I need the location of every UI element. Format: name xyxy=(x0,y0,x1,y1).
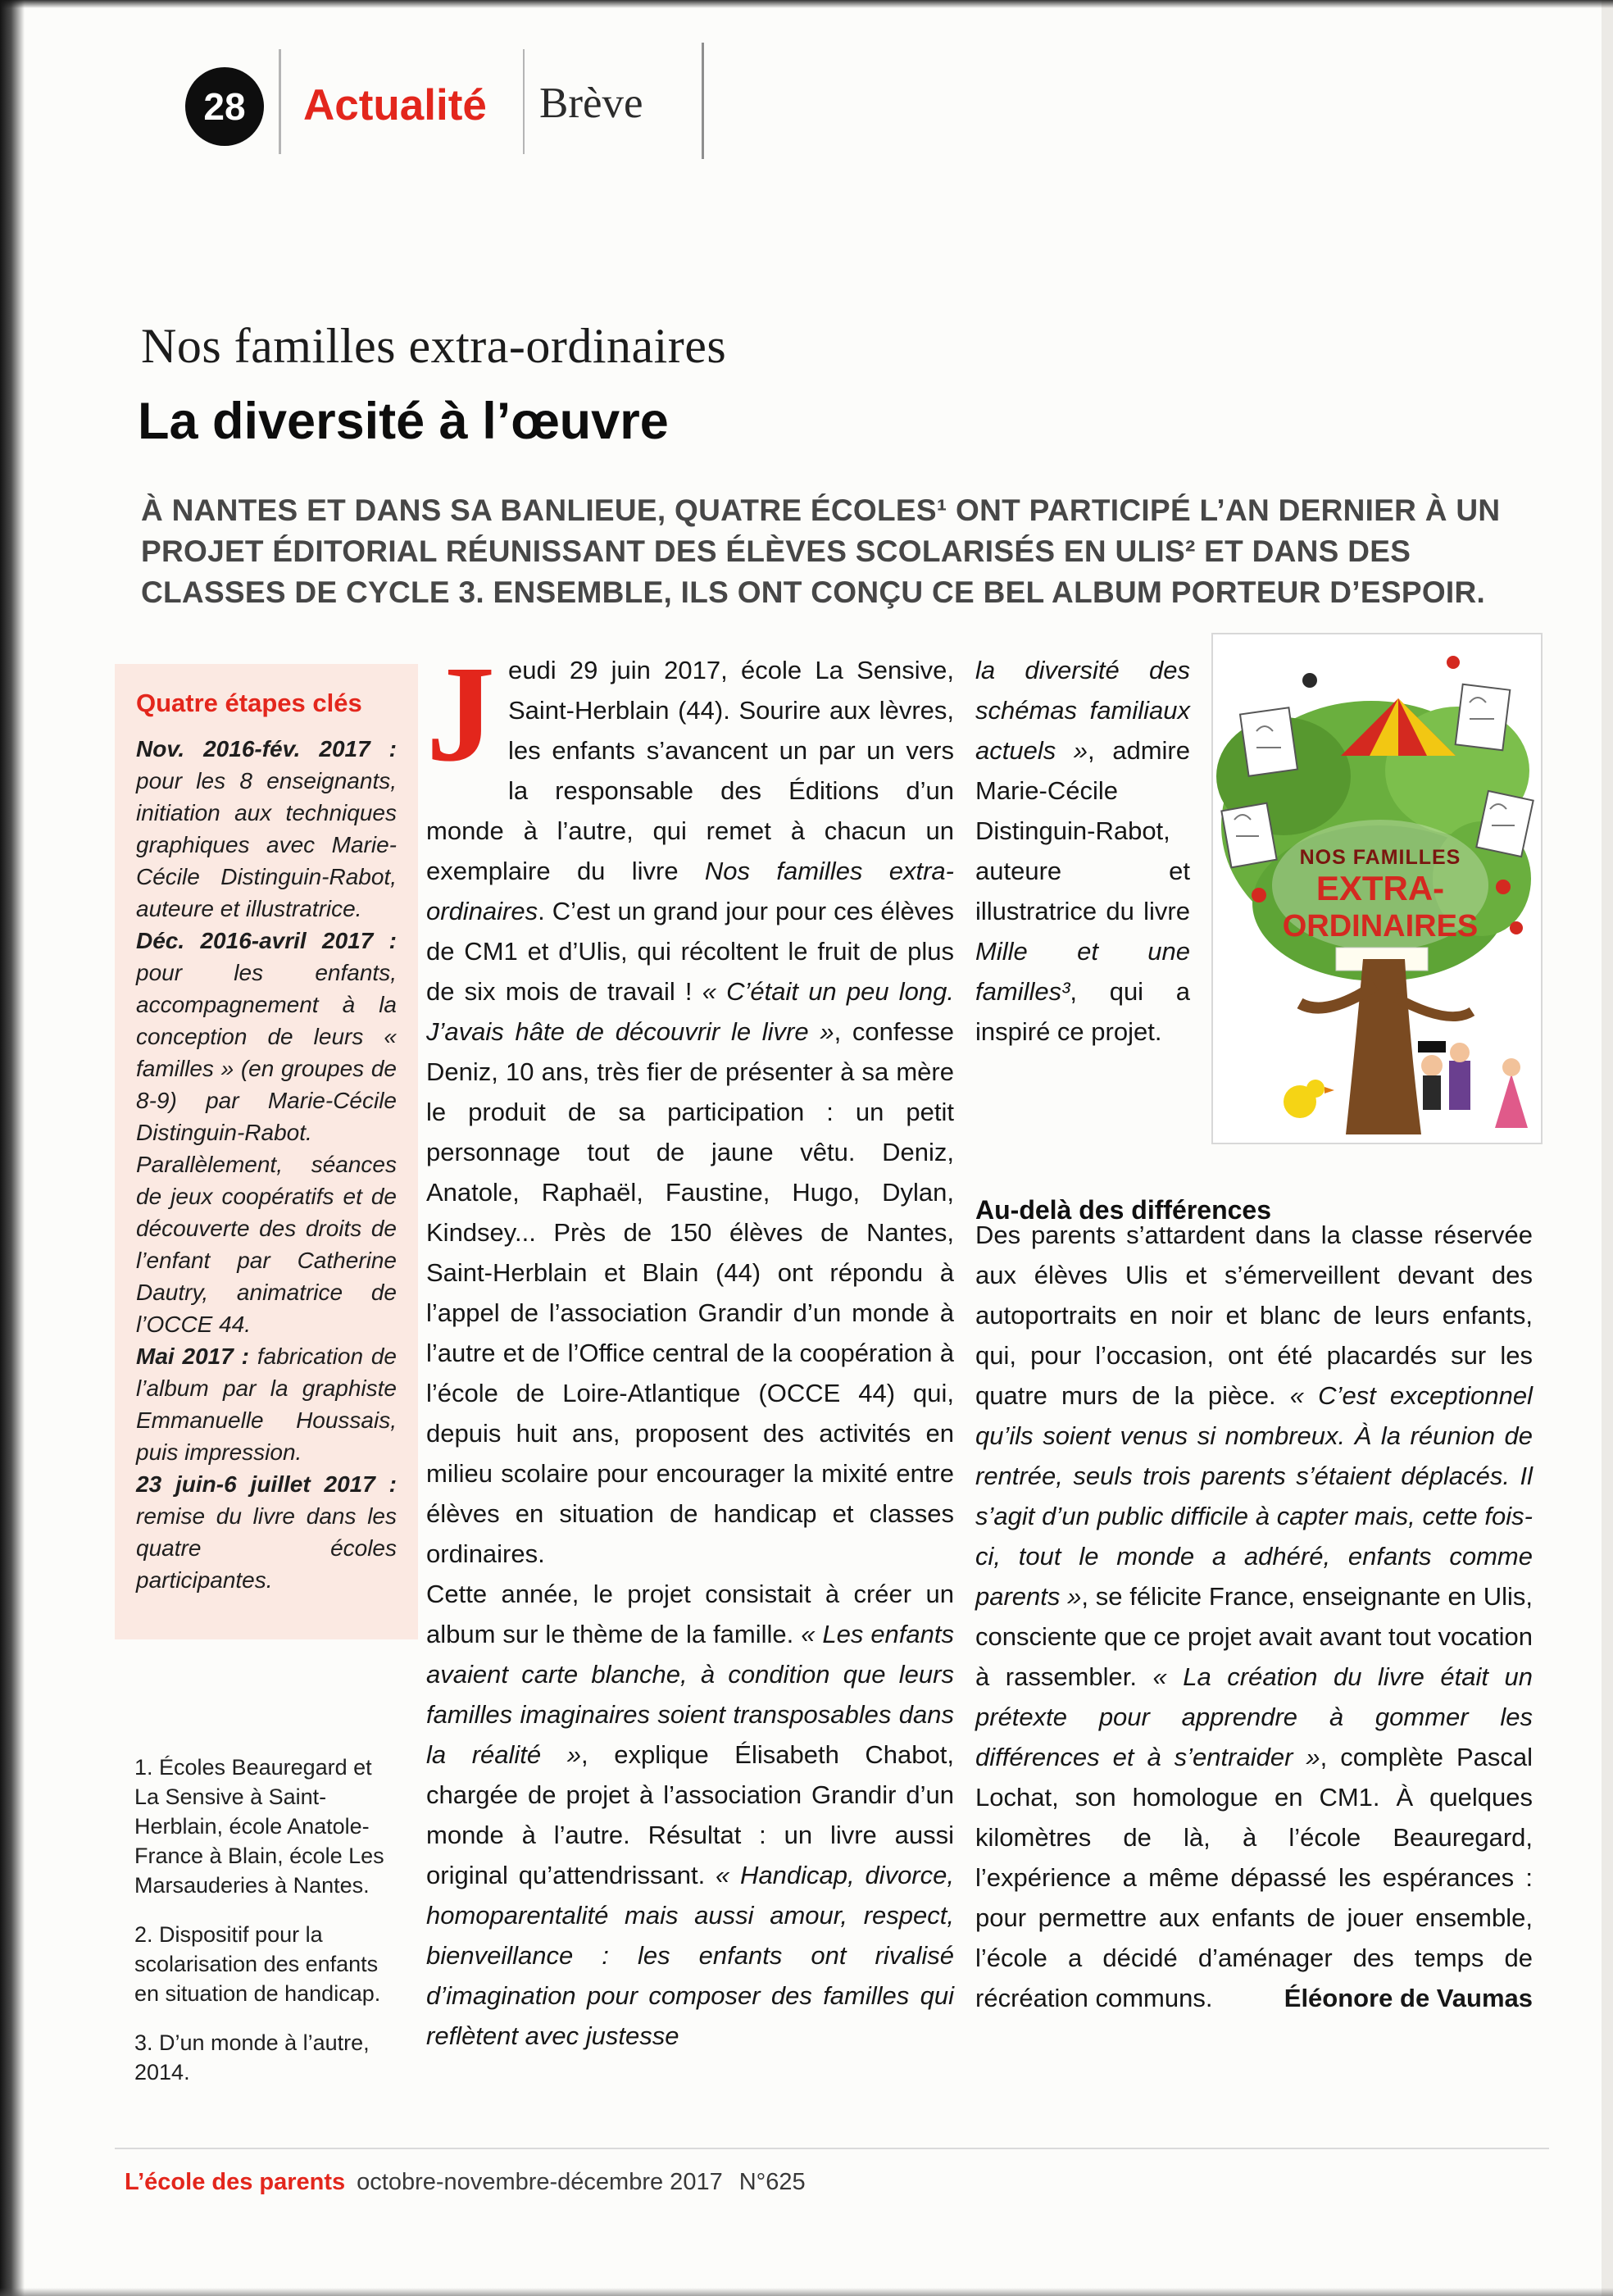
book-cover-image xyxy=(1211,633,1543,1144)
step-date: Nov. 2016-fév. 2017 : xyxy=(136,736,397,762)
book-cover-art xyxy=(1211,633,1543,1144)
sidebar-step-4 xyxy=(136,1468,397,1596)
body-paragraph-1 xyxy=(426,638,954,1574)
step-date: Déc. 2016-avril 2017 : xyxy=(136,928,397,953)
paragraph-text: Des parents s’attardent dans la classe réservée aux élèves Ulis et s’émerveillent devant des autoportraits en noir et blanc de leurs enfants, qui, pour l’occasion, ont été placardés sur les quatre murs de la pièce. « C’est exceptionnel qu’ils soient venus si nombreux. À la réunion de rentrée, seuls trois parents s’étaient déplacés. Il s’agit d’un public difficile à capter mais, cette fois-ci, tout le monde a adhéré, enfants comme parents », se félicite France, enseignante en Ulis, consciente que ce projet avait avant tout vocation à rassembler. « La création du livre était un prétexte pour apprendre à gommer les différences et à s’entraider », complète Pascal Lochat, son homologue en CM1. À quelques kilomètres de là, à l’école Beauregard, l’expérience a même dépassé les espérances : pour permettre aux enfants de jouer ensemble, l’école a décidé d’aménager des temps de récréation communs. xyxy=(975,1221,1533,2012)
article-lede: À NANTES ET DANS SA BANLIEUE, QUATRE ÉCOLES¹ ONT PARTICIPÉ L’AN DERNIER À UN PROJET ÉDITORIAL RÉUNISSANT DES ÉLÈVES SCOLARISÉS EN ULIS² ET DANS DES CLASSES DE CYCLE 3. ENSEMBLE, ILS ONT CONÇU CE BEL ALBUM PORTEUR D’ESPOIR. xyxy=(141,493,1501,609)
book-cover-title-line-2: EXTRA- xyxy=(1315,869,1445,907)
book-cover-title-line-3: ORDINAIRES xyxy=(1282,909,1479,943)
scan-edge-left xyxy=(0,0,25,2296)
step-text: pour les 8 enseignants, initiation aux techniques graphiques avec Marie-Cécile Distinguin-Rabot, auteure et illustratrice. xyxy=(136,768,397,921)
article-body-column xyxy=(426,638,955,2056)
sidebar-step-2 xyxy=(136,925,397,1340)
step-date: Mai 2017 : xyxy=(136,1344,249,1369)
page-number-badge xyxy=(185,67,264,146)
page-footer xyxy=(125,2169,806,2196)
book-cover-title-line-1: NOS FAMILLES xyxy=(1299,846,1461,869)
section-label: Actualité xyxy=(303,81,487,130)
sidebar-title: Quatre étapes clés xyxy=(136,689,362,717)
footer-rule xyxy=(115,2148,1549,2149)
step-date: 23 juin-6 juillet 2017 : xyxy=(136,1471,397,1497)
article-title: La diversité à l’œuvre xyxy=(138,393,669,450)
step-text: fabrication de l’album par la graphiste Emmanuelle Houssais, puis impression. xyxy=(136,1344,397,1465)
paragraph-text: la diversité des schémas familiaux actuels », admire Marie-Cécile Distinguin-Rabot, auteure et illustratrice du livre Mille et une familles³, qui a inspiré ce projet. xyxy=(975,656,1190,1046)
magazine-name: L’école des parents xyxy=(125,2169,346,2195)
issue-date: octobre-novembre-décembre 2017 xyxy=(357,2169,723,2195)
sidebar-key-steps xyxy=(115,664,418,1639)
footnotes xyxy=(134,1753,390,2107)
footnote-1: 1. Écoles Beauregard et La Sensive à Saint-Herblain, école Anatole-France à Blain, école Les Marsauderies à Nantes. xyxy=(134,1755,384,1898)
body-paragraph-3 xyxy=(975,1215,1533,2018)
page-number: 28 xyxy=(203,85,246,128)
issue-number: N°625 xyxy=(738,2169,806,2195)
section-heading: Au-delà des différences xyxy=(975,1195,1271,1225)
header-divider xyxy=(523,49,525,154)
scan-edge-right xyxy=(1602,0,1613,2296)
right-column-body xyxy=(975,1215,1533,2018)
header-divider xyxy=(279,49,281,154)
footnote-2: 2. Dispositif pour la scolarisation des enfants en situation de handicap. xyxy=(134,1922,381,2006)
sidebar-step-3 xyxy=(136,1340,397,1468)
paragraph-text: Cette année, le projet consistait à créer un album sur le thème de la famille. « Les enfants avaient carte blanche, à condition que leurs familles imaginaires soient transposables dans la réalité », explique Élisabeth Chabot, chargée de projet à l’association Grandir d’un monde à l’autre. Résultat : un livre aussi original qu’attendrissant. « Handicap, divorce, homoparentalité mais aussi amour, respect, bienveillance : les enfants ont rivalisé d’imagination pour composer des familles qui reflètent avec justesse xyxy=(426,1580,955,2050)
step-text: pour les enfants, accompagnement à la conception de leurs « familles » (en groupes de 8-9) par Marie-Cécile Distinguin-Rabot. Parallèlement, séances de jeux coopératifs et de découverte des droits de l’enfant par Catherine Dautry, animatrice de l’OCCE 44. xyxy=(136,960,397,1337)
article-kicker: Nos familles extra-ordinaires xyxy=(141,319,727,373)
subsection-label: Brève xyxy=(539,80,643,127)
scan-edge-top xyxy=(0,0,1613,8)
sidebar-step-1 xyxy=(136,733,397,925)
body-paragraph-2 xyxy=(426,1574,954,2056)
paragraph-text: eudi 29 juin 2017, école La Sensive, Saint-Herblain (44). Sourire aux lèvres, les enfants s’avancent un par un vers la responsable des Éditions d’un monde à l’autre, qui remet à chacun un exemplaire du livre Nos familles extra-ordinaires. C’est un grand jour pour ces élèves de CM1 et d’Ulis, qui récoltent le fruit de plus de six mois de travail ! « C’était un peu long. J’avais hâte de découvrir le livre », confesse Deniz, 10 ans, très fier de présenter à sa mère le produit de sa participation : un petit personnage tout de jaune vêtu. Deniz, Anatole, Raphaël, Faustine, Hugo, Dylan, Kindsey... Près de 150 élèves de Nantes, Saint-Herblain et Blain (44) ont répondu à l’appel de l’association Grandir d’un monde à l’autre et de l’Office central de la coopération à l’école de Loire-Atlantique (OCCE 44) qui, depuis huit ans, proposent des activités en milieu scolaire pour encourager la mixité entre élèves en situation de handicap et classes ordinaires. xyxy=(426,656,954,1568)
byline: Éléonore de Vaumas xyxy=(1284,1984,1533,2012)
scan-edge-bottom xyxy=(0,2288,1613,2296)
step-text: remise du livre dans les quatre écoles participantes. xyxy=(136,1503,397,1593)
right-column-intro xyxy=(975,650,1190,1052)
footnote-3: 3. D’un monde à l’autre, 2014. xyxy=(134,2030,370,2085)
dropcap: J xyxy=(426,638,495,790)
header-divider xyxy=(702,43,704,159)
